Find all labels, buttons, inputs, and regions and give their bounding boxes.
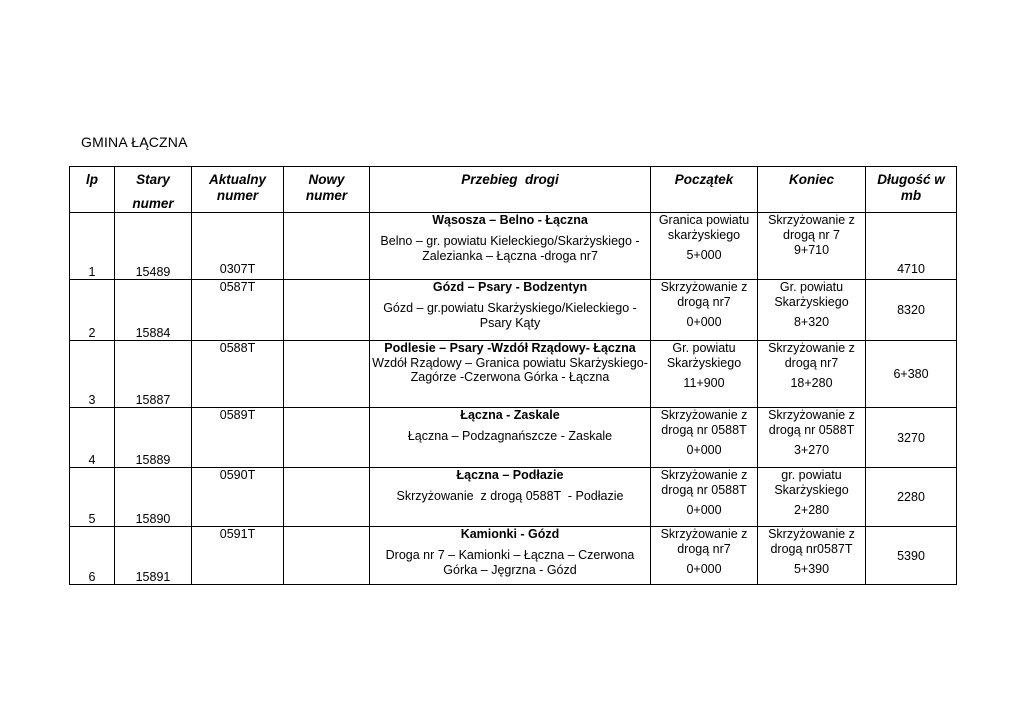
cell-lp: 3 <box>70 341 115 408</box>
end-point: Gr. powiatu Skarżyskiego <box>774 280 849 309</box>
cell-koniec <box>758 341 866 408</box>
start-km: 0+000 <box>686 443 722 457</box>
cell-aktualny-numer: 0587T <box>192 280 284 341</box>
end-point: Skrzyżowanie z drogą nr7 <box>768 341 855 370</box>
cell-stary-numer: 15887 <box>115 341 192 408</box>
table-row <box>70 527 957 585</box>
cell-nowy-numer <box>284 468 370 527</box>
road-name: Łączna – Podłazie <box>456 468 564 482</box>
start-point: Skrzyżowanie z drogą nr7 <box>660 527 748 556</box>
end-km: 8+320 <box>793 315 830 329</box>
cell-poczatek <box>651 408 758 468</box>
road-description: Wzdół Rządowy – Granica powiatu Skarżyskiego- Zagórze -Czerwona Górka - Łączna <box>372 355 648 384</box>
end-point: gr. powiatu Skarżyskiego <box>774 468 849 497</box>
road-description: Skrzyżowanie z drogą 0588T - Podłazie <box>396 489 624 503</box>
header-lp: lp <box>70 167 115 213</box>
table-row <box>70 213 957 280</box>
cell-dlugosc: 6+380 <box>866 341 957 408</box>
start-km: 5+000 <box>686 248 722 262</box>
cell-koniec <box>758 408 866 468</box>
road-description: Gózd – gr.powiatu Skarżyskiego/Kieleckiego -Psary Kąty <box>383 301 637 330</box>
cell-koniec <box>758 213 866 280</box>
cell-poczatek <box>651 527 758 585</box>
cell-przebieg <box>370 213 651 280</box>
cell-nowy-numer <box>284 408 370 468</box>
end-km: 5+390 <box>793 562 830 576</box>
cell-aktualny-numer: 0589T <box>192 408 284 468</box>
road-description: Łączna – Podzagnańszcze - Zaskale <box>407 429 613 443</box>
start-point: Skrzyżowanie z drogą nr 0588T <box>660 468 748 497</box>
header-aktualny-numer: Aktualny numer <box>192 167 284 213</box>
road-description: Belno – gr. powiatu Kieleckiego/Skarżyskiego -Zalezianka – Łączna -droga nr7 <box>380 234 640 263</box>
end-point: Skrzyżowanie z drogą nr 0588T <box>768 408 855 437</box>
cell-przebieg <box>370 527 651 585</box>
cell-lp: 4 <box>70 408 115 468</box>
table-row <box>70 341 957 408</box>
cell-nowy-numer <box>284 341 370 408</box>
cell-aktualny-numer: 0590T <box>192 468 284 527</box>
cell-koniec <box>758 468 866 527</box>
start-point: Granica powiatu skarżyskiego <box>658 213 750 242</box>
cell-dlugosc: 5390 <box>866 527 957 585</box>
cell-lp: 6 <box>70 527 115 585</box>
cell-stary-numer: 15891 <box>115 527 192 585</box>
start-km: 0+000 <box>686 315 722 329</box>
cell-przebieg <box>370 408 651 468</box>
road-name: Wąsosza – Belno - Łączna <box>432 213 588 227</box>
end-km: 9+710 <box>793 243 830 257</box>
header-poczatek: Początek <box>651 167 758 213</box>
cell-dlugosc: 3270 <box>866 408 957 468</box>
start-point: Skrzyżowanie z drogą nr 0588T <box>660 408 748 437</box>
cell-dlugosc: 4710 <box>866 213 957 280</box>
road-name: Łączna - Zaskale <box>460 408 560 422</box>
cell-poczatek <box>651 468 758 527</box>
page-title: GMINA ŁĄCZNA <box>81 134 188 150</box>
cell-przebieg <box>370 280 651 341</box>
cell-nowy-numer <box>284 213 370 280</box>
start-km: 11+900 <box>683 376 725 390</box>
cell-lp: 5 <box>70 468 115 527</box>
cell-aktualny-numer: 0307T <box>192 213 284 280</box>
cell-stary-numer: 15890 <box>115 468 192 527</box>
end-point: Skrzyżowanie z drogą nr 7 <box>768 213 855 242</box>
cell-przebieg <box>370 468 651 527</box>
cell-poczatek <box>651 213 758 280</box>
cell-lp: 2 <box>70 280 115 341</box>
cell-aktualny-numer: 0588T <box>192 341 284 408</box>
start-point: Skrzyżowanie z drogą nr7 <box>660 280 748 309</box>
cell-przebieg <box>370 341 651 408</box>
header-dlugosc: Długość w mb <box>866 167 957 213</box>
cell-nowy-numer <box>284 527 370 585</box>
cell-poczatek <box>651 280 758 341</box>
cell-aktualny-numer: 0591T <box>192 527 284 585</box>
cell-dlugosc: 8320 <box>866 280 957 341</box>
cell-stary-numer: 15889 <box>115 408 192 468</box>
cell-nowy-numer <box>284 280 370 341</box>
end-point: Skrzyżowanie z drogą nr0587T <box>768 527 855 556</box>
end-km: 3+270 <box>793 443 830 457</box>
cell-stary-numer: 15489 <box>115 213 192 280</box>
table-row <box>70 468 957 527</box>
cell-dlugosc: 2280 <box>866 468 957 527</box>
cell-stary-numer: 15884 <box>115 280 192 341</box>
table-row <box>70 408 957 468</box>
road-name: Gózd – Psary - Bodzentyn <box>432 280 588 294</box>
header-stary-numer: Stary numer <box>115 167 192 213</box>
cell-koniec <box>758 527 866 585</box>
roads-table <box>69 166 957 585</box>
cell-lp: 1 <box>70 213 115 280</box>
start-point: Gr. powiatu Skarżyskiego <box>666 341 742 370</box>
cell-koniec <box>758 280 866 341</box>
header-row <box>70 167 957 213</box>
road-name: Kamionki - Gózd <box>460 527 560 541</box>
start-km: 0+000 <box>686 562 722 576</box>
header-koniec: Koniec <box>758 167 866 213</box>
end-km: 18+280 <box>790 376 833 390</box>
table-row <box>70 280 957 341</box>
header-nowy-numer: Nowy numer <box>284 167 370 213</box>
header-przebieg-drogi: Przebieg drogi <box>370 167 651 213</box>
road-description: Droga nr 7 – Kamionki – Łączna – Czerwona Górka – Jęgrzna - Gózd <box>385 548 635 577</box>
end-km: 2+280 <box>793 503 830 517</box>
road-name: Podlesie – Psary -Wzdół Rządowy- Łączna <box>384 341 636 355</box>
start-km: 0+000 <box>686 503 722 517</box>
cell-poczatek <box>651 341 758 408</box>
